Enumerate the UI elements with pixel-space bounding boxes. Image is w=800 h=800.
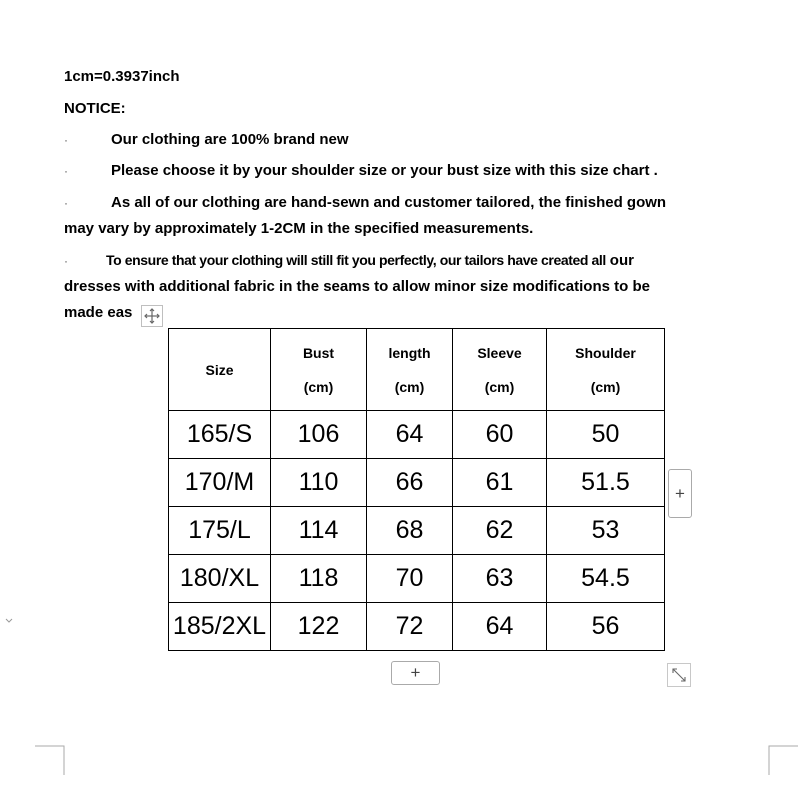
table-row	[169, 603, 665, 651]
note-fit-word: our	[609, 252, 634, 269]
header-length-label: length	[388, 344, 431, 361]
table-cell[interactable]: 185/2XL	[169, 603, 271, 651]
note-fit-text: To ensure that your clothing will still fit you perfectly, our tailors have created all	[106, 252, 606, 268]
header-length[interactable]	[367, 329, 453, 411]
table-row	[169, 507, 665, 555]
table-cell[interactable]: 62	[453, 507, 547, 555]
table-cell[interactable]: 60	[453, 411, 547, 459]
table-cell[interactable]: 106	[271, 411, 367, 459]
note-fabric: dresses with additional fabric in the seams to allow minor size modifications to be	[64, 278, 650, 295]
header-shoulder-unit: (cm)	[590, 378, 621, 395]
resize-icon	[668, 664, 690, 686]
note-hand-sewn-cont: may vary by approximately 1-2CM in the specified measurements.	[64, 220, 534, 237]
table-cell[interactable]: 68	[367, 507, 453, 555]
table-cell[interactable]: 72	[367, 603, 453, 651]
header-bust-unit: (cm)	[303, 378, 334, 395]
plus-icon: +	[675, 484, 685, 503]
table-cell[interactable]: 66	[367, 459, 453, 507]
header-size[interactable]	[169, 329, 271, 411]
note-fit-line	[106, 252, 634, 269]
table-cell[interactable]: 122	[271, 603, 367, 651]
table-cell[interactable]: 180/XL	[169, 555, 271, 603]
table-cell[interactable]: 56	[547, 603, 665, 651]
bullet: ·	[64, 164, 68, 178]
note-brand-new: Our clothing are 100% brand new	[111, 131, 349, 148]
notice-heading: NOTICE:	[64, 100, 126, 117]
move-icon	[142, 306, 162, 326]
table-header-row	[169, 329, 665, 411]
page-corner-mark-right	[768, 745, 798, 775]
header-shoulder-label: Shoulder	[575, 344, 636, 361]
note-choose-size: Please choose it by your shoulder size or your bust size with this size chart .	[111, 162, 658, 179]
table-cell[interactable]: 114	[271, 507, 367, 555]
table-cell[interactable]: 64	[367, 411, 453, 459]
header-sleeve[interactable]	[453, 329, 547, 411]
add-column-button[interactable]	[668, 469, 692, 518]
header-bust[interactable]	[271, 329, 367, 411]
table-row	[169, 411, 665, 459]
header-bust-label: Bust	[302, 344, 335, 361]
table-cell[interactable]: 54.5	[547, 555, 665, 603]
table-cell[interactable]: 51.5	[547, 459, 665, 507]
header-length-unit: (cm)	[394, 378, 425, 395]
table-cell[interactable]: 165/S	[169, 411, 271, 459]
table-resize-handle[interactable]	[667, 663, 691, 687]
bullet: ·	[64, 196, 68, 210]
conversion-note: 1cm=0.3937inch	[64, 68, 180, 85]
table-move-handle[interactable]	[141, 305, 163, 327]
table-row	[169, 555, 665, 603]
table-row	[169, 459, 665, 507]
plus-icon: +	[410, 663, 421, 682]
header-size-label: Size	[205, 361, 234, 378]
note-hand-sewn: As all of our clothing are hand-sewn and customer tailored, the finished gown	[111, 194, 667, 211]
table-cell[interactable]: 110	[271, 459, 367, 507]
table-cell[interactable]: 50	[547, 411, 665, 459]
table-cell[interactable]: 70	[367, 555, 453, 603]
chevron-down-icon[interactable]	[5, 616, 13, 627]
table-cell[interactable]: 53	[547, 507, 665, 555]
table-cell[interactable]: 64	[453, 603, 547, 651]
size-chart-table	[168, 328, 665, 651]
table-cell[interactable]: 170/M	[169, 459, 271, 507]
bullet: ·	[64, 133, 68, 147]
header-shoulder[interactable]	[547, 329, 665, 411]
add-row-button[interactable]	[391, 661, 440, 685]
header-sleeve-label: Sleeve	[477, 344, 522, 361]
bullet: ·	[64, 254, 68, 268]
table-cell[interactable]: 63	[453, 555, 547, 603]
page-corner-mark-left	[35, 745, 65, 775]
header-sleeve-unit: (cm)	[484, 378, 515, 395]
table-cell[interactable]: 175/L	[169, 507, 271, 555]
note-fabric-cont: made eas	[64, 304, 133, 321]
table-cell[interactable]: 61	[453, 459, 547, 507]
table-cell[interactable]: 118	[271, 555, 367, 603]
